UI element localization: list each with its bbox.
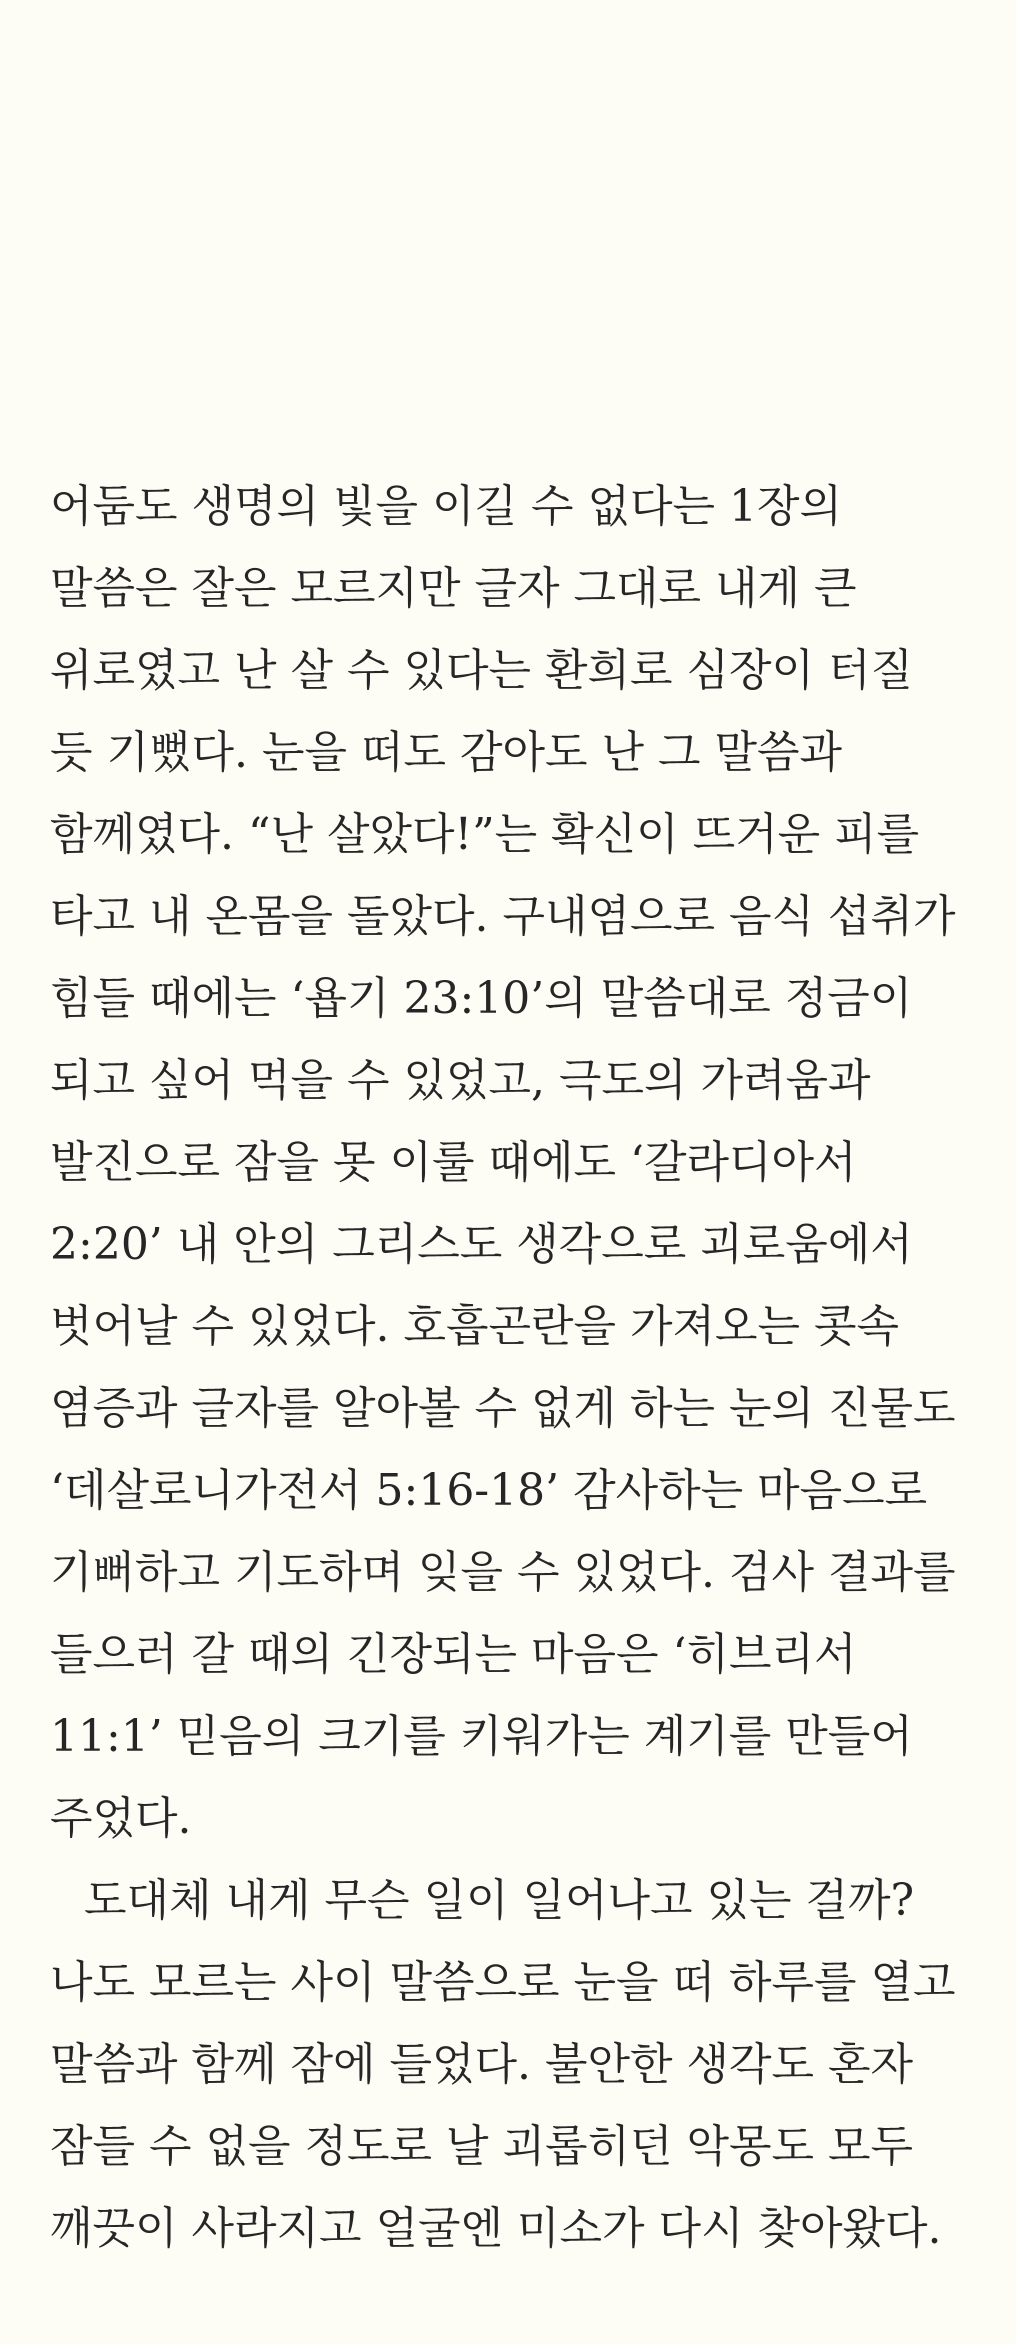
paragraph-2: 도대체 내게 무슨 일이 일어나고 있는 걸까? 나도 모르는 사이 말씀으로 눈을 떠 하루를 열고 말씀과 함께 잠에 들었다. 불안한 생각도 혼자 잠들 수 없을 정도로 날 괴롭히던 악몽도 모두 깨끗이 사라지고 얼굴엔 미소가 다시 찾아왔다. xyxy=(50,1875,956,2254)
paragraph-1: 어둠도 생명의 빛을 이길 수 없다는 1장의 말씀은 잘은 모르지만 글자 그대로 내게 큰 위로였고 난 살 수 있다는 환희로 심장이 터질 듯 기뻤다. 눈을 떠도 감아도 난 그 말씀과 함께였다. “난 살았다!”는 확신이 뜨거운 피를 타고 내 온몸을 돌았다. 구내염으로 음식 섭취가 힘들 때에는 ‘욥기 23:10’의 말씀대로 정금이 되고 싶어 먹을 수 있었고, 극도의 가려움과 발진으로 잠을 못 이룰 때에도 ‘갈라디아서 2:20’ 내 안의 그리스도 생각으로 괴로움에서 벗어날 수 있었다. 호흡곤란을 가져오는 콧속 염증과 글자를 알아볼 수 없게 하는 눈의 진물도 ‘데살로니가전서 5:16-18’ 감사하는 마음으로 기뻐하고 기도하며 잊을 수 있었다. 검사 결과를 들으러 갈 때의 긴장되는 마음은 ‘히브리서 11:1’ 믿음의 크기를 키워가는 계기를 만들어 주었다. xyxy=(50,481,956,1844)
page-body-text xyxy=(50,466,968,2270)
